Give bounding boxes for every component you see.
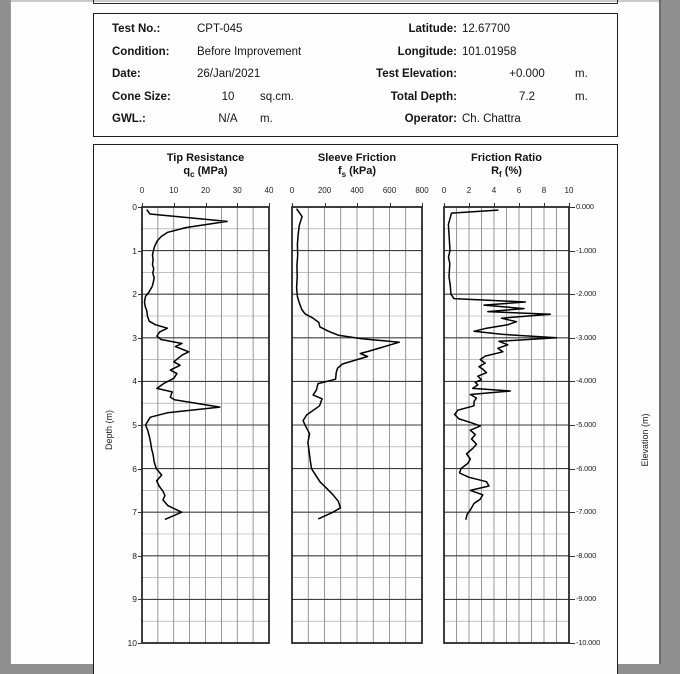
chart-title-line1: Friction Ratio <box>471 152 542 164</box>
cone-size-unit: sq.cm. <box>260 90 294 103</box>
gwl-label: GWL.: <box>112 113 146 125</box>
x-tick-mark <box>469 203 470 207</box>
gwl-unit: m. <box>260 113 273 125</box>
depth-tick-mark <box>138 207 142 208</box>
elevation-tick-label: -9.000 <box>576 594 597 604</box>
depth-tick-mark <box>138 643 142 644</box>
x-tick-mark <box>390 203 391 207</box>
depth-tick-label: 4 <box>132 376 137 387</box>
x-tick-mark <box>444 203 445 207</box>
depth-tick-label: 0 <box>132 202 137 212</box>
x-tick-label: 2 <box>466 186 472 195</box>
data-series-line <box>145 210 228 519</box>
depth-tick-label: 9 <box>132 594 137 605</box>
x-tick-mark <box>422 203 423 207</box>
elevation-tick-label: -2.000 <box>576 289 597 299</box>
table-row <box>94 108 617 131</box>
elevation-tick-label: 0.000 <box>576 202 594 211</box>
operator-label: Operator: <box>404 113 457 125</box>
test-no-label: Test No.: <box>112 23 161 35</box>
total-depth-label: Total Depth: <box>390 90 457 103</box>
date-label: Date: <box>112 68 141 80</box>
report-page <box>10 0 661 664</box>
x-tick-mark <box>519 203 520 207</box>
elevation-tick-mark <box>569 469 575 470</box>
x-tick-mark <box>325 203 326 207</box>
date-value: 26/Jan/2021 <box>197 68 261 80</box>
condition-label: Condition: <box>112 45 170 58</box>
gwl-value: N/A <box>218 113 238 125</box>
elevation-tick-label: -7.000 <box>576 507 597 517</box>
elevation-tick-mark <box>569 643 575 644</box>
test-elevation-label: Test Elevation: <box>376 68 457 80</box>
x-tick-label: 600 <box>382 186 397 195</box>
elevation-tick-mark <box>569 512 575 513</box>
depth-tick-label: 3 <box>132 332 137 343</box>
depth-tick-mark <box>138 381 142 382</box>
condition-value: Before Improvement <box>197 45 302 58</box>
total-depth-unit: m. <box>575 90 588 103</box>
elevation-tick-label: -6.000 <box>576 463 597 473</box>
depth-tick-label: 10 <box>127 638 137 648</box>
page-top-edge <box>11 0 659 2</box>
operator-value: Ch. Chattra <box>462 113 521 125</box>
depth-tick-label: 2 <box>132 289 137 300</box>
chart-plot-sleeve-friction <box>290 205 424 645</box>
chart-title-line2: $R_f$ (%) <box>491 165 522 180</box>
upper-box-left-stub <box>93 0 94 4</box>
test-elevation-value: +0.000 <box>509 68 545 80</box>
x-tick-mark <box>544 203 545 207</box>
upper-box-remnant-line <box>93 3 618 4</box>
x-tick-mark <box>269 203 270 207</box>
elevation-tick-label: -5.000 <box>576 420 597 429</box>
depth-tick-mark <box>138 512 142 513</box>
chart-title-line1: Tip Resistance <box>166 152 245 164</box>
upper-box-right-stub <box>617 0 618 4</box>
table-row <box>94 18 617 41</box>
x-tick-label: 10 <box>564 186 574 195</box>
x-tick-label: 0 <box>139 186 145 195</box>
depth-tick-mark <box>138 599 142 600</box>
chart-title-sleeve-friction <box>277 152 437 181</box>
x-tick-label: 8 <box>541 186 547 195</box>
data-series-line <box>297 209 400 519</box>
elevation-tick-mark <box>569 381 575 382</box>
longitude-label: Longitude: <box>397 45 457 58</box>
x-tick-mark <box>174 203 175 207</box>
longitude-value: 101.01958 <box>462 45 517 58</box>
test-elevation-unit: m. <box>575 68 588 80</box>
x-tick-label: 30 <box>232 186 242 195</box>
elevation-tick-label: -3.000 <box>576 332 597 342</box>
x-tick-mark <box>357 203 358 207</box>
depth-tick-mark <box>138 425 142 426</box>
elevation-tick-label: -4.000 <box>576 376 597 386</box>
x-tick-label: 10 <box>169 186 179 195</box>
elevation-tick-mark <box>569 425 575 426</box>
x-tick-mark <box>292 203 293 207</box>
table-row <box>94 86 617 109</box>
elevation-tick-mark <box>569 556 575 557</box>
depth-tick-label: 6 <box>132 463 137 474</box>
depth-tick-label: 5 <box>132 420 137 430</box>
elevation-tick-mark <box>569 251 575 252</box>
chart-title-line2: $q_c$ (MPa) <box>183 165 228 180</box>
x-tick-label: 0 <box>289 186 295 195</box>
depth-tick-label: 1 <box>132 245 137 256</box>
x-tick-mark <box>142 203 143 207</box>
x-tick-mark <box>494 203 495 207</box>
x-tick-label: 20 <box>201 186 210 195</box>
test-info-table <box>93 13 618 137</box>
latitude-label: Latitude: <box>408 23 457 35</box>
x-tick-mark <box>206 203 207 207</box>
depth-tick-mark <box>138 338 142 339</box>
elevation-axis-label: Elevation (m) <box>640 413 650 467</box>
x-tick-label: 200 <box>317 186 332 195</box>
chart-title-tip-resistance <box>126 152 286 181</box>
x-tick-mark <box>237 203 238 207</box>
elevation-tick-mark <box>569 599 575 600</box>
total-depth-value: 7.2 <box>519 90 535 103</box>
cone-size-label: Cone Size: <box>112 90 171 103</box>
elevation-tick-mark <box>569 294 575 295</box>
x-tick-label: 4 <box>491 186 497 195</box>
elevation-tick-mark <box>569 207 575 208</box>
x-tick-label: 40 <box>264 186 274 195</box>
depth-tick-mark <box>138 469 142 470</box>
chart-title-friction-ratio <box>427 152 587 181</box>
data-series-line <box>448 210 556 519</box>
x-tick-label: 400 <box>350 186 364 195</box>
x-tick-label: 6 <box>516 186 522 195</box>
cone-size-value: 10 <box>221 90 235 103</box>
depth-tick-mark <box>138 294 142 295</box>
elevation-tick-label: -8.000 <box>576 550 597 560</box>
elevation-tick-mark <box>569 338 575 339</box>
table-row <box>94 63 617 86</box>
x-tick-label: 800 <box>415 186 429 195</box>
x-tick-label: 0 <box>441 186 447 195</box>
chart-title-line1: Sleeve Friction <box>317 152 397 164</box>
latitude-value: 12.67700 <box>462 23 510 35</box>
chart-plot-tip-resistance <box>140 205 271 645</box>
table-row <box>94 41 617 64</box>
test-no-value: CPT-045 <box>197 23 243 35</box>
chart-plot-friction-ratio <box>442 205 571 645</box>
elevation-tick-label: -10.000 <box>576 638 601 647</box>
chart-title-line2: $f_s$ (kPa) <box>337 165 377 180</box>
depth-tick-label: 7 <box>132 507 137 518</box>
depth-axis-label: Depth (m) <box>104 410 114 451</box>
depth-tick-mark <box>138 556 142 557</box>
elevation-tick-label: -1.000 <box>576 245 597 255</box>
depth-tick-mark <box>138 251 142 252</box>
depth-tick-label: 8 <box>132 550 137 561</box>
